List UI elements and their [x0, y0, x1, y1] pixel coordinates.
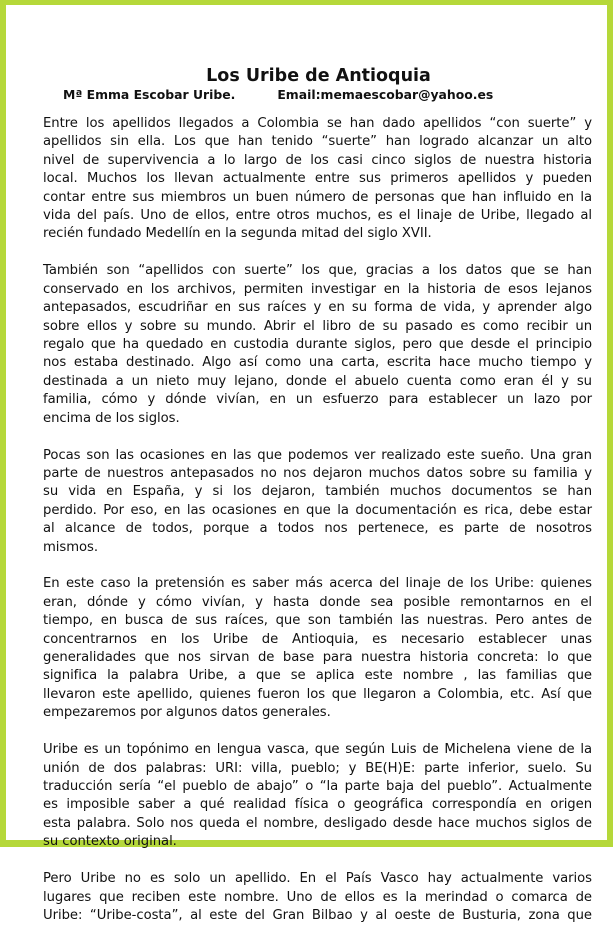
text-line: eran, dónde y cómo vivían, y hasta donde sea posible remontarnos en el — [43, 594, 592, 610]
text-line: También son “apellidos con suerte” los que, gracias a los datos que se han — [43, 263, 592, 279]
text-line: recién fundado Medellín en la segunda mitad del siglo XVII. — [43, 226, 432, 242]
text-line: En este caso la pretensión es saber más acerca del linaje de los Uribe: quienes — [43, 576, 592, 592]
text-line: familia, cómo y dónde vivían, en un esfuerzo para establecer un lazo por — [43, 392, 592, 408]
paragraph — [43, 741, 592, 851]
paragraph — [43, 115, 592, 244]
text-line: significa la palabra Uribe, a que se aplica este nombre , las familias que — [43, 668, 592, 684]
text-line: encima de los siglos. — [43, 410, 180, 426]
text-line: antepasados, escudriñar en sus raíces y en su forma de vida, y aprender algo — [43, 300, 592, 316]
byline — [43, 87, 592, 103]
text-line: sobre ellos y sobre su mundo. Abrir el libro de su pasado es como recibir un — [43, 318, 592, 334]
author-name: Mª Emma Escobar Uribe. — [63, 87, 236, 102]
text-line: destinada a un nieto muy lejano, donde el abuelo cuenta como eran él y su — [43, 373, 592, 389]
text-line: concentrarnos en los Uribe de Antioquia, es necesario establecer unas — [43, 631, 592, 647]
text-line: Pocas son las ocasiones en las que podemos ver realizado este sueño. Una gran — [43, 447, 592, 463]
text-line: generalidades que nos sirvan de base para nuestra historia concreta: lo que — [43, 650, 592, 666]
text-line: Entre los apellidos llegados a Colombia se han dado apellidos “con suerte” y — [43, 116, 592, 131]
text-line: parte de nuestros antepasados no nos dejaron muchos datos sobre su familia y — [43, 465, 592, 481]
document-body — [43, 115, 592, 925]
text-line: conservado en los archivos, permiten investigar en la historia de esos lejanos — [43, 281, 592, 297]
paragraph — [43, 262, 592, 428]
text-line: regalo que ha quedado en custodia durante siglos, pero que desde el principio — [43, 336, 592, 352]
text-line: tiempo, en busca de sus raíces, que son también las nuestras. Pero antes de — [43, 613, 592, 629]
paragraph — [43, 870, 592, 925]
text-line: Pero Uribe no es solo un apellido. En el País Vasco hay actualmente varios — [43, 871, 592, 887]
text-line: Uribe: “Uribe-costa”, al este del Gran Bilbao y al oeste de Busturia, zona que — [43, 907, 592, 923]
text-line: apellidos sin ella. Los que han tenido “suerte” han logrado alcanzar un alto — [43, 134, 592, 150]
text-line: Uribe es un topónimo en lengua vasca, que según Luis de Michelena viene de la — [43, 742, 592, 758]
text-line: al alcance de todos, porque a todos nos pertenece, es parte de nosotros — [43, 521, 592, 537]
text-line: lugares que reciben este nombre. Uno de ellos es la merindad o comarca de — [43, 889, 592, 905]
text-line: empezaremos por algunos datos generales. — [43, 705, 331, 721]
paragraph — [43, 575, 592, 722]
document-title: Los Uribe de Antioquia — [206, 66, 431, 86]
text-line: perdido. Por eso, en las ocasiones en que la documentación es rica, debe estar — [43, 502, 592, 518]
text-line: mismos. — [43, 539, 99, 555]
text-line: su contexto original. — [43, 834, 177, 850]
text-line: esta palabra. Solo nos queda el nombre, desligado desde hace muchos siglos de — [43, 815, 592, 831]
text-line: traducción sería “el pueblo de abajo” o “la parte baja del pueblo”. Actualmente — [43, 779, 592, 794]
text-line: vida del país. Uno de ellos, entre otros muchos, es el linaje de Uribe, llegado al — [43, 208, 592, 224]
paragraph — [43, 447, 592, 557]
text-line: unión de dos palabras: URI: villa, pueblo; y BE(H)E: parte inferior, suelo. Su — [43, 760, 592, 776]
text-line: contar entre sus miembros un buen número de personas que han influido en la — [43, 189, 592, 205]
text-line: llevaron este apellido, quienes fueron los que llegaron a Colombia, etc. Así que — [43, 686, 592, 702]
text-line: nivel de supervivencia a lo largo de los casi cinco siglos de nuestra historia — [43, 152, 592, 168]
text-line: nos estaba destinado. Algo así como una carta, escrita hace mucho tiempo y — [43, 355, 592, 371]
text-line: local. Muchos los llevan actualmente entre sus primeros apellidos y pueden — [43, 171, 592, 187]
document-page — [43, 65, 592, 944]
author-email: Email:memaescobar@yahoo.es — [277, 87, 494, 102]
text-line: su vida en España, y si los dejaron, también muchos documentos se han — [43, 484, 592, 500]
text-line: es imposible saber a qué realidad física o geográfica correspondía en origen — [43, 797, 592, 813]
